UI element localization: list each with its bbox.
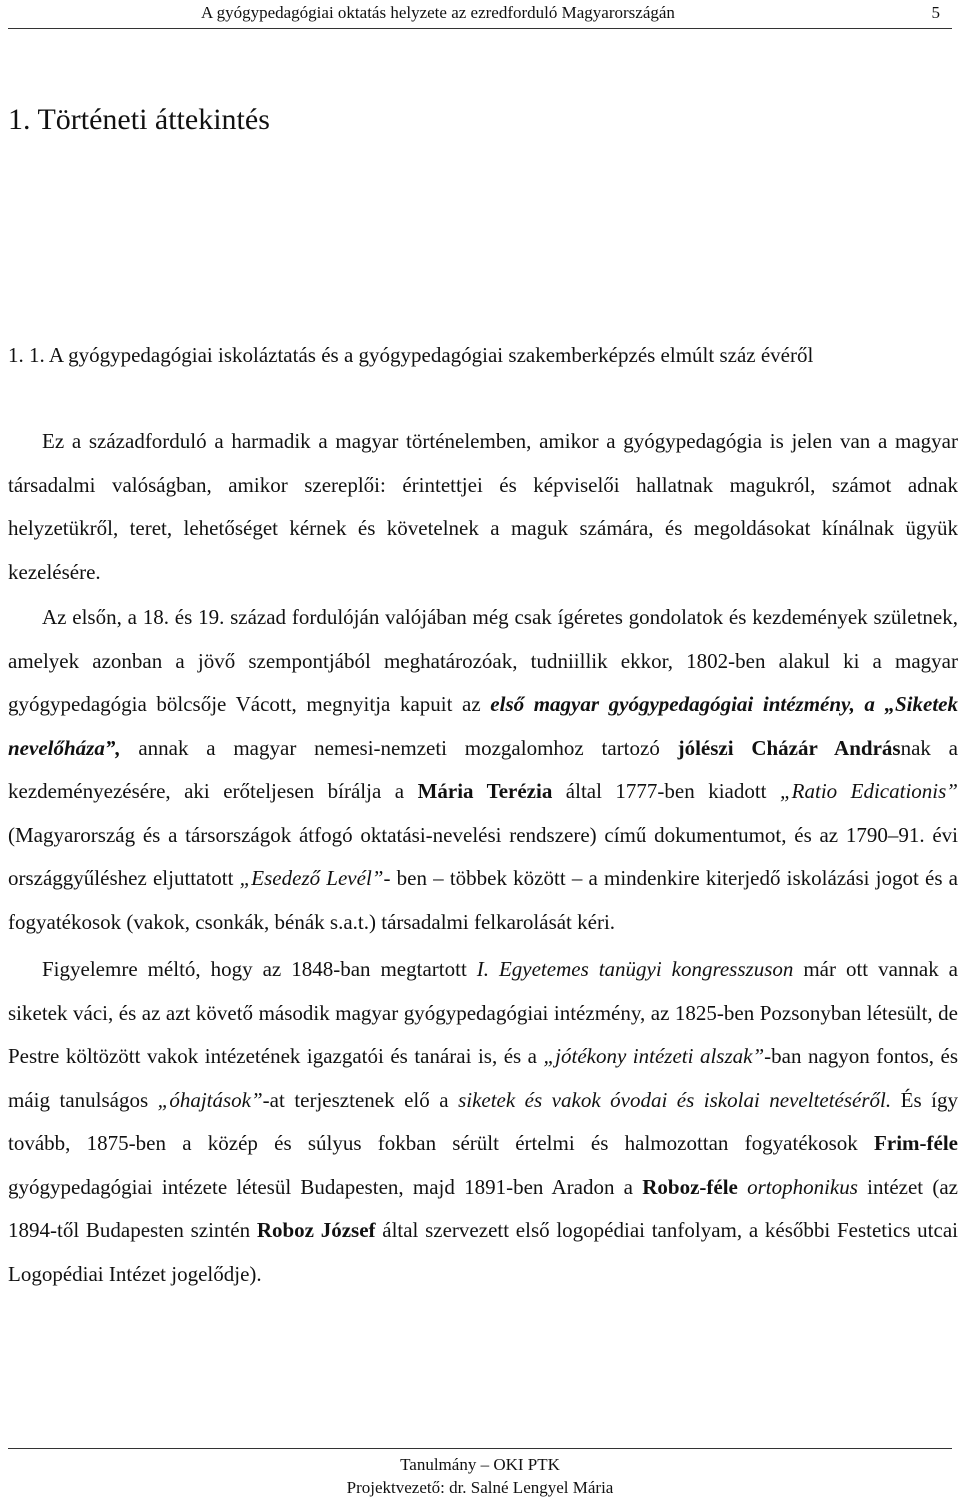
bold-run: Mária Terézia xyxy=(417,779,553,803)
italic-run: I. Egyetemes tanügyi kongresszuson xyxy=(476,957,794,981)
text-run: Figyelemre méltó, hogy az 1848-ban megtartott xyxy=(42,957,477,981)
italic-run: „Esedező Levél” xyxy=(239,866,384,890)
text-run: (Magyarország és a társországok átfogó oktatási-nevelési rendszere) című dokumentumot, és az 1790–91. évi országgyűléshez eljuttatott xyxy=(8,822,958,890)
footer-line-1: Tanulmány – OKI PTK xyxy=(400,1455,560,1474)
bold-run: Roboz-féle xyxy=(642,1174,738,1199)
section-title: 1. 1. A gyógypedagógiai iskoláztatás és a gyógypedagógiai szakemberképzés elmúlt száz évéről xyxy=(8,343,814,367)
italic-run: „Ratio Edicationis” xyxy=(780,779,958,803)
page-header xyxy=(8,0,952,29)
text-run: intézet (az 1894-től Budapesten szintén xyxy=(8,1174,958,1242)
text-run: -ban nagyon fontos, és máig tanulságos xyxy=(8,1044,958,1112)
italic-run: ortophonikus xyxy=(747,1174,858,1199)
page-footer xyxy=(8,1448,952,1499)
italic-run: siketek és vakok óvodai és iskolai neveltetéséről. xyxy=(458,1087,892,1112)
footer-line-2: Projektvezető: dr. Salné Lengyel Mária xyxy=(346,1478,614,1497)
italic-run: első magyar gyógypedagógiai intézmény, a „Siketek nevelőháza”, xyxy=(8,692,958,760)
text-run: -at terjesztenek elő a xyxy=(262,1087,459,1112)
paragraph-3 xyxy=(8,948,958,1296)
page-number: 5 xyxy=(931,3,940,22)
text-run: És így tovább, 1875-ben a közép és súlyus fokban sérült értelmi és halmozottan fogyatékosok xyxy=(8,1087,958,1155)
running-title: A gyógypedagógiai oktatás helyzete az ezredforduló Magyarországán xyxy=(201,3,675,22)
bold-run: Roboz József xyxy=(256,1218,376,1242)
chapter-title: 1. Történeti áttekintés xyxy=(8,103,270,136)
paragraph-2 xyxy=(8,596,958,944)
text-run: által 1777-ben kiadott xyxy=(552,779,780,803)
text-run: - ben – többek között – a mindenkire kiterjedő iskolázási jogot és a fogyatékosok (vakok, csonkák, bénák s.a.t.) társadalmi felkarolását kéri. xyxy=(8,866,958,934)
bold-run: jólészi Cházár András xyxy=(677,735,901,760)
text-run xyxy=(738,1175,747,1199)
italic-run: „óhajtások” xyxy=(157,1087,263,1112)
text-run: nak a kezdeményezésére, aki erőteljesen bírálja a xyxy=(8,735,958,803)
paragraph-1: Ez a századforduló a harmadik a magyar történelemben, amikor a gyógypedagógia is jelen van a magyar társadalmi valóságban, amikor szereplői: érintettjei és képviselői hallatnak magukról, számot adnak helyzetükről, teret, lehetőséget kérnek és követelnek a maguk számára, és megoldásokat kínálnak ügyük kezelésére. xyxy=(8,429,958,584)
bold-run: Frim-féle xyxy=(874,1131,958,1155)
body-text xyxy=(8,420,958,1296)
text-run: Az elsőn, a 18. és 19. század fordulóján valójában még csak ígéretes gondolatok és kezdemények születnek, amelyek azonban a jövő szempontjából meghatározóak, tudniillik ekkor, 1802-ben alakul ki a magyar gyógypedagógia bölcsője Vácott, megnyitja kapuit az xyxy=(8,605,958,716)
text-run: már ott vannak a siketek váci, és az azt követő második magyar gyógypedagógiai intézmény, az 1825-ben Pozsonyban létesült, de Pestre költözött vakok intézetének igazgatói és tanárai is, és a xyxy=(8,957,958,1068)
italic-run: „jótékony intézeti alszak” xyxy=(543,1044,765,1068)
text-run: annak a magyar nemesi-nemzeti mozgalomhoz tartozó xyxy=(120,735,678,760)
text-run: gyógypedagógiai intézete létesül Budapesten, majd 1891-ben Aradon a xyxy=(8,1174,643,1199)
text-run: által szervezett első logopédiai tanfolyam, a későbbi Festetics utcai Logopédiai Intézet jogelődje). xyxy=(8,1218,958,1286)
